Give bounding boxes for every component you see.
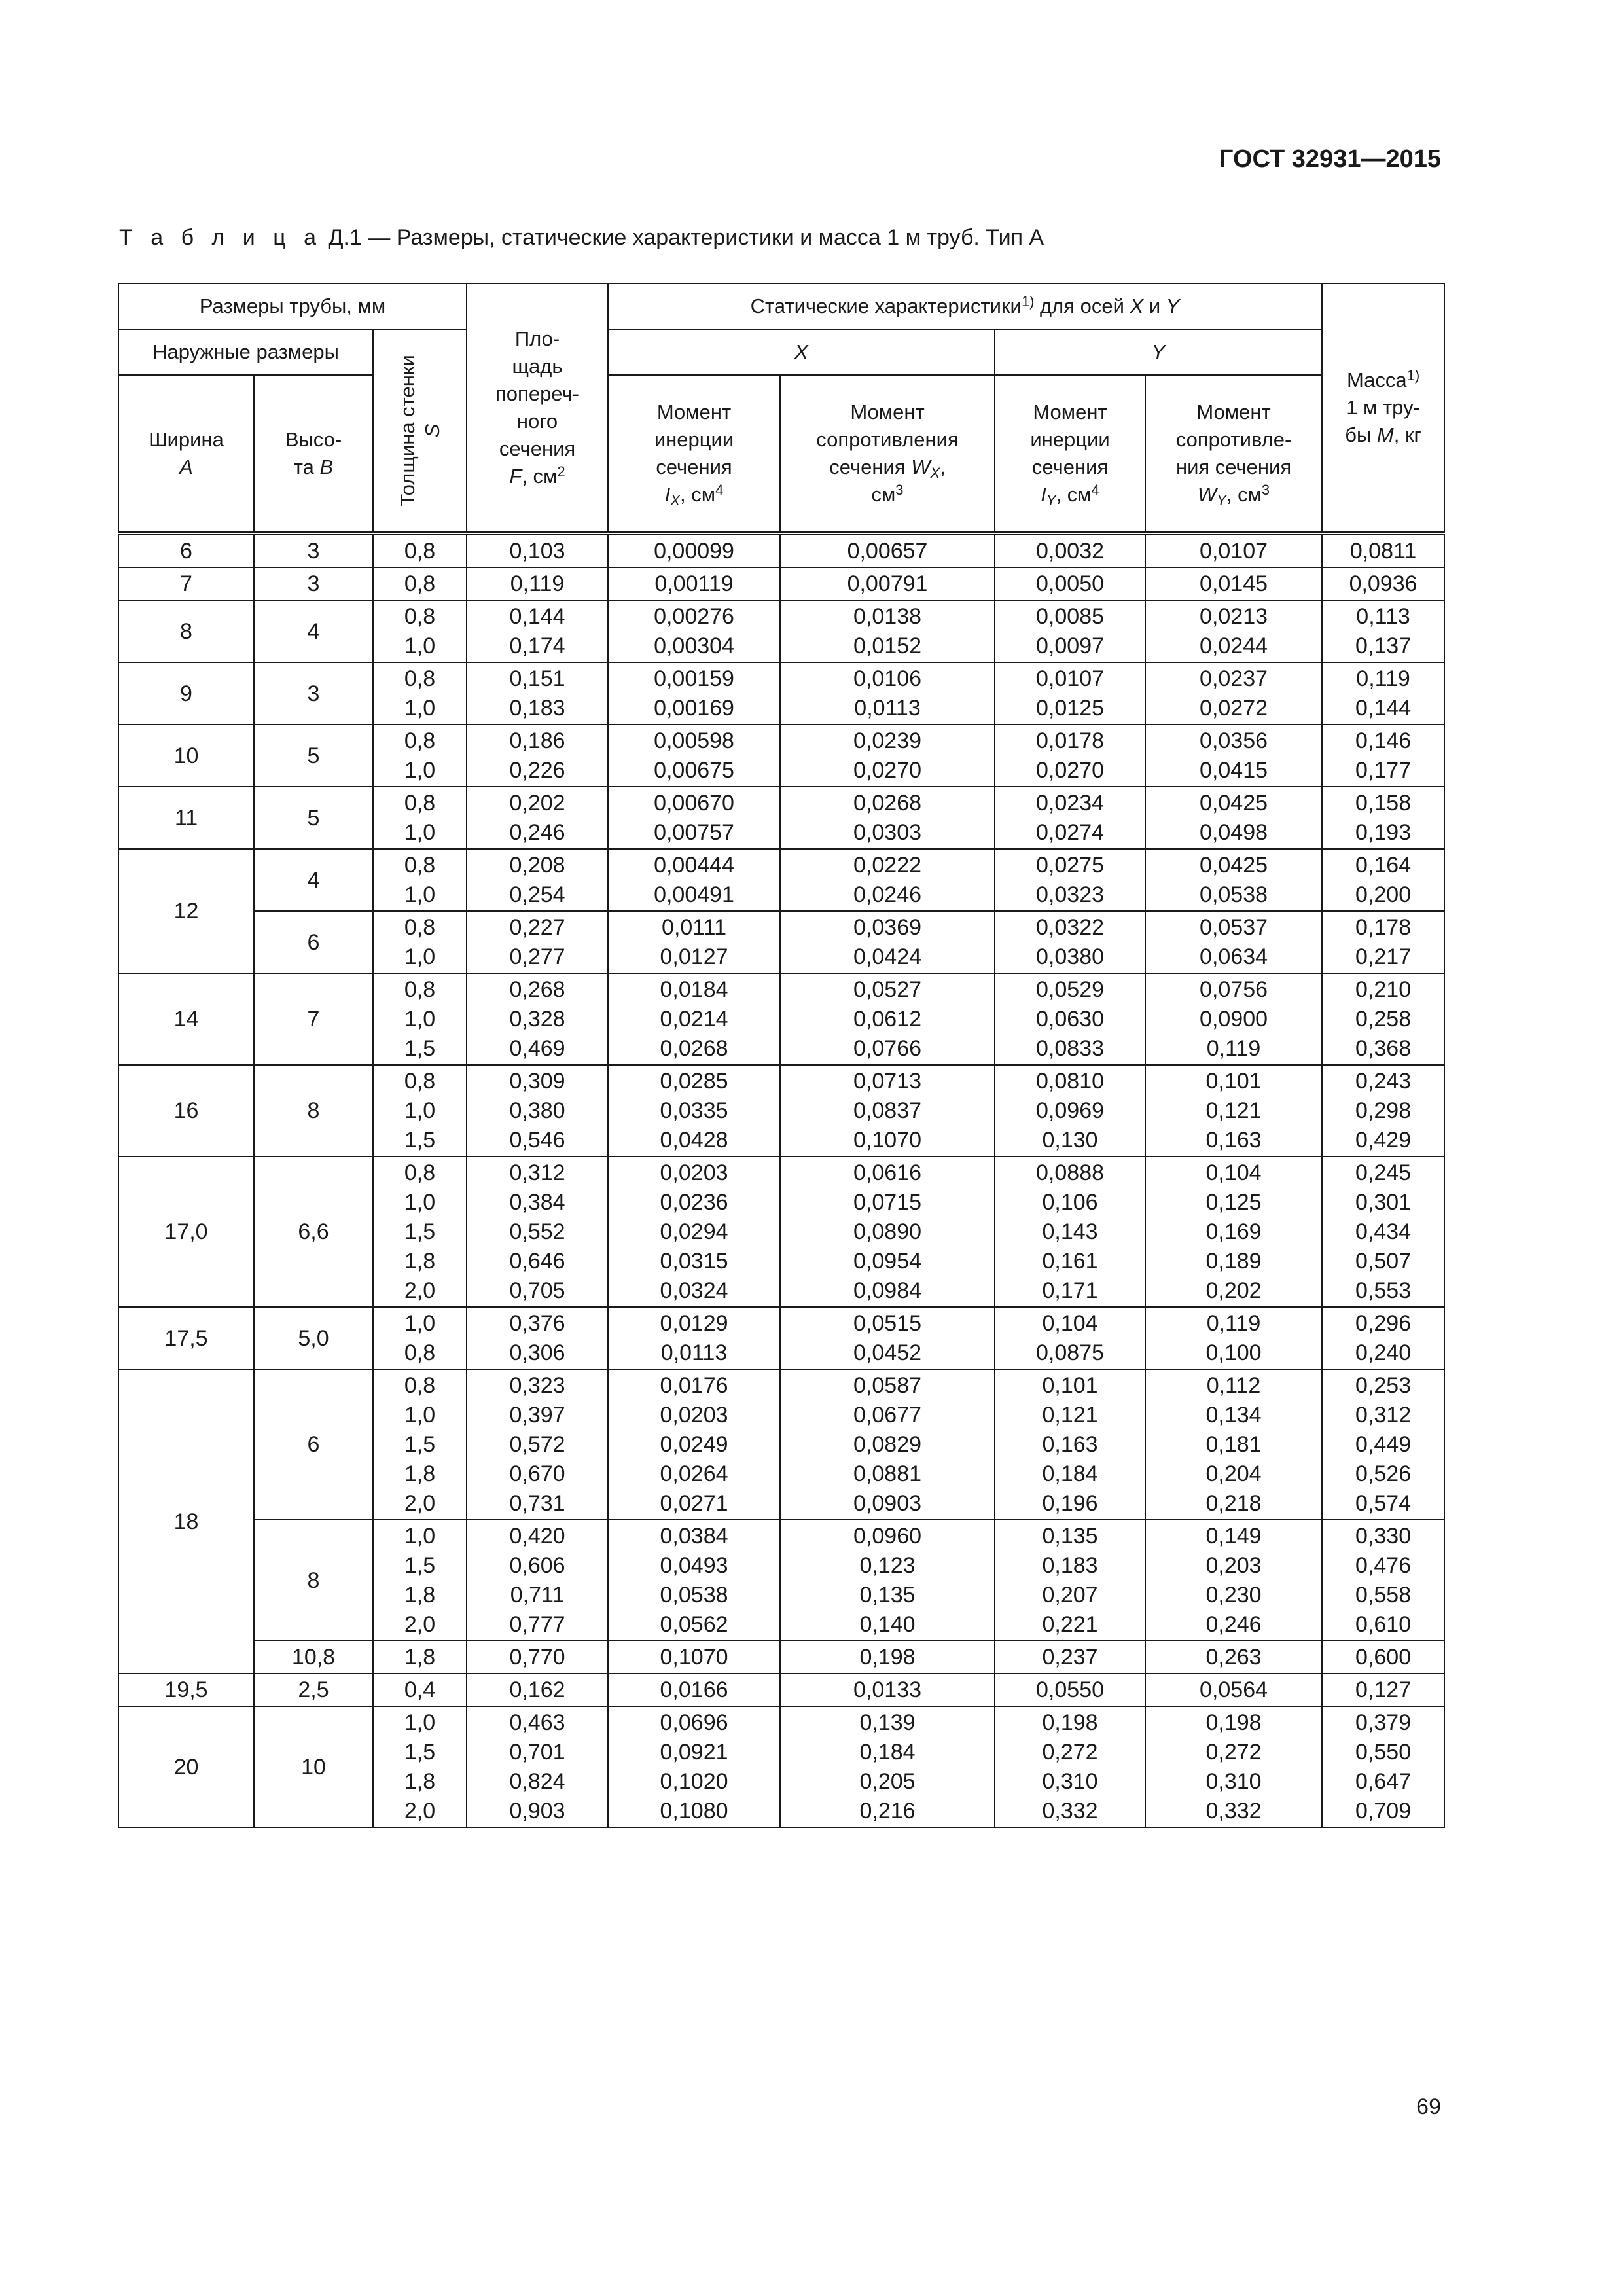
table-row	[118, 911, 1444, 973]
cell-mass: 0,296 0,240	[1322, 1307, 1444, 1369]
cell-inertia-y: 0,135 0,183 0,207 0,221	[995, 1520, 1145, 1641]
cell-height: 4	[254, 849, 373, 911]
header-resistance-x: Момент сопротивления сечения $W_X$, $см^3$	[780, 375, 995, 533]
cell-inertia-y: 0,0085 0,0097	[995, 600, 1145, 662]
table-row	[118, 567, 1444, 600]
cell-height: 5	[254, 725, 373, 787]
cell-inertia-x: 0,1070	[608, 1641, 780, 1674]
cell-width: 19,5	[118, 1674, 254, 1706]
header-wall-thickness: Толщина стенки S	[373, 329, 467, 533]
cell-resistance-x: 0,0268 0,0303	[780, 787, 995, 849]
cell-inertia-y: 0,101 0,121 0,163 0,184 0,196	[995, 1369, 1145, 1520]
table-row	[118, 600, 1444, 662]
cell-area: 0,463 0,701 0,824 0,903	[467, 1706, 608, 1827]
cell-mass: 0,600	[1322, 1641, 1444, 1674]
cell-inertia-y: 0,0888 0,106 0,143 0,161 0,171	[995, 1157, 1145, 1307]
cell-resistance-x: 0,0713 0,0837 0,1070	[780, 1065, 995, 1157]
cell-inertia-y: 0,0529 0,0630 0,0833	[995, 973, 1145, 1065]
cell-resistance-x: 0,0960 0,123 0,135 0,140	[780, 1520, 995, 1641]
header-resistance-y: Момент сопротивле- ния сечения $W_Y$, $см^3$	[1145, 375, 1322, 533]
cell-inertia-y: 0,0810 0,0969 0,130	[995, 1065, 1145, 1157]
cell-resistance-y: 0,0425 0,0498	[1145, 787, 1322, 849]
table-row	[118, 1157, 1444, 1307]
pipe-specs-table	[118, 283, 1445, 1828]
cell-inertia-y: 0,237	[995, 1641, 1145, 1674]
cell-resistance-y: 0,112 0,134 0,181 0,204 0,218	[1145, 1369, 1322, 1520]
cell-resistance-y: 0,198 0,272 0,310 0,332	[1145, 1706, 1322, 1827]
cell-inertia-x: 0,00444 0,00491	[608, 849, 780, 911]
cell-height: 7	[254, 973, 373, 1065]
cell-inertia-y: 0,0275 0,0323	[995, 849, 1145, 911]
cell-inertia-y: 0,0322 0,0380	[995, 911, 1145, 973]
cell-width: 9	[118, 662, 254, 725]
cell-inertia-y: 0,198 0,272 0,310 0,332	[995, 1706, 1145, 1827]
cell-resistance-x: 0,0222 0,0246	[780, 849, 995, 911]
cell-inertia-x: 0,0203 0,0236 0,0294 0,0315 0,0324	[608, 1157, 780, 1307]
cell-mass: 0,146 0,177	[1322, 725, 1444, 787]
page-number: 69	[1416, 2094, 1441, 2119]
cell-width: 18	[118, 1369, 254, 1674]
document-id-header: ГОСТ 32931—2015	[1219, 145, 1441, 173]
cell-mass: 0,253 0,312 0,449 0,526 0,574	[1322, 1369, 1444, 1520]
cell-mass: 0,178 0,217	[1322, 911, 1444, 973]
cell-width: 6	[118, 533, 254, 567]
cell-wall: 0,8 1,0 1,5	[373, 973, 467, 1065]
cell-wall: 0,8	[373, 567, 467, 600]
cell-resistance-y: 0,0356 0,0415	[1145, 725, 1322, 787]
cell-resistance-y: 0,0564	[1145, 1674, 1322, 1706]
cell-resistance-x: 0,00791	[780, 567, 995, 600]
cell-area: 0,312 0,384 0,552 0,646 0,705	[467, 1157, 608, 1307]
cell-inertia-y: 0,0107 0,0125	[995, 662, 1145, 725]
header-height: Высо- та B	[254, 375, 373, 533]
cell-area: 0,376 0,306	[467, 1307, 608, 1369]
cell-resistance-y: 0,0537 0,0634	[1145, 911, 1322, 973]
cell-resistance-y: 0,0756 0,0900 0,119	[1145, 973, 1322, 1065]
cell-resistance-x: 0,0133	[780, 1674, 995, 1706]
cell-area: 0,420 0,606 0,711 0,777	[467, 1520, 608, 1641]
cell-wall: 1,0 1,5 1,8 2,0	[373, 1520, 467, 1641]
cell-width: 7	[118, 567, 254, 600]
cell-mass: 0,245 0,301 0,434 0,507 0,553	[1322, 1157, 1444, 1307]
cell-resistance-y: 0,0145	[1145, 567, 1322, 600]
cell-area: 0,323 0,397 0,572 0,670 0,731	[467, 1369, 608, 1520]
table-row	[118, 662, 1444, 725]
cell-wall: 0,8 1,0	[373, 849, 467, 911]
cell-resistance-y: 0,263	[1145, 1641, 1322, 1674]
table-row	[118, 533, 1444, 567]
cell-width: 17,5	[118, 1307, 254, 1369]
cell-area: 0,186 0,226	[467, 725, 608, 787]
table-row	[118, 1307, 1444, 1369]
cell-area: 0,119	[467, 567, 608, 600]
cell-inertia-x: 0,0384 0,0493 0,0538 0,0562	[608, 1520, 780, 1641]
header-inertia-x: Момент инерции сечения $I_X$, $см^4$	[608, 375, 780, 533]
header-pipe-dimensions: Размеры трубы, мм	[118, 283, 467, 329]
cell-resistance-y: 0,119 0,100	[1145, 1307, 1322, 1369]
cell-inertia-x: 0,00159 0,00169	[608, 662, 780, 725]
cell-mass: 0,210 0,258 0,368	[1322, 973, 1444, 1065]
header-outer-dimensions: Наружные размеры	[118, 329, 373, 375]
cell-resistance-x: 0,0239 0,0270	[780, 725, 995, 787]
cell-width: 17,0	[118, 1157, 254, 1307]
cell-area: 0,227 0,277	[467, 911, 608, 973]
cell-inertia-x: 0,00119	[608, 567, 780, 600]
cell-area: 0,770	[467, 1641, 608, 1674]
cell-area: 0,208 0,254	[467, 849, 608, 911]
cell-resistance-x: 0,0138 0,0152	[780, 600, 995, 662]
cell-height: 4	[254, 600, 373, 662]
cell-resistance-y: 0,0213 0,0244	[1145, 600, 1322, 662]
cell-height: 5	[254, 787, 373, 849]
cell-wall: 1,0 1,5 1,8 2,0	[373, 1706, 467, 1827]
cell-wall: 1,0 0,8	[373, 1307, 467, 1369]
cell-wall: 0,4	[373, 1674, 467, 1706]
cell-inertia-x: 0,00598 0,00675	[608, 725, 780, 787]
cell-width: 16	[118, 1065, 254, 1157]
header-static-characteristics: Статические характеристики$^{1)}$ для осей X и Y	[608, 283, 1322, 329]
table-row	[118, 1065, 1444, 1157]
cell-area: 0,309 0,380 0,546	[467, 1065, 608, 1157]
header-axis-x: X	[608, 329, 995, 375]
cell-height: 10	[254, 1706, 373, 1827]
cell-height: 6,6	[254, 1157, 373, 1307]
caption-text: Д.1 — Размеры, статические характеристики и масса 1 м труб. Тип А	[328, 225, 1044, 250]
cell-height: 2,5	[254, 1674, 373, 1706]
header-area: Пло- щадь попереч- ного сечения F, $см^2$	[467, 283, 608, 533]
cell-mass: 0,113 0,137	[1322, 600, 1444, 662]
header-width: Ширина A	[118, 375, 254, 533]
table-row	[118, 1520, 1444, 1641]
table-row	[118, 1369, 1444, 1520]
cell-wall: 0,8 1,0	[373, 662, 467, 725]
header-inertia-y: Момент инерции сечения $I_Y$, $см^4$	[995, 375, 1145, 533]
cell-wall: 0,8 1,0 1,5 1,8 2,0	[373, 1157, 467, 1307]
cell-height: 6	[254, 911, 373, 973]
cell-height: 3	[254, 533, 373, 567]
cell-resistance-x: 0,198	[780, 1641, 995, 1674]
cell-mass: 0,119 0,144	[1322, 662, 1444, 725]
cell-height: 3	[254, 567, 373, 600]
cell-mass: 0,158 0,193	[1322, 787, 1444, 849]
header-mass: Масса$^{1)}$ 1 м тру- бы M, кг	[1322, 283, 1444, 533]
cell-width: 20	[118, 1706, 254, 1827]
cell-resistance-x: 0,0587 0,0677 0,0829 0,0881 0,0903	[780, 1369, 995, 1520]
cell-inertia-y: 0,0050	[995, 567, 1145, 600]
cell-inertia-x: 0,0166	[608, 1674, 780, 1706]
cell-height: 3	[254, 662, 373, 725]
cell-mass: 0,127	[1322, 1674, 1444, 1706]
cell-resistance-y: 0,101 0,121 0,163	[1145, 1065, 1322, 1157]
cell-inertia-y: 0,0032	[995, 533, 1145, 567]
cell-height: 10,8	[254, 1641, 373, 1674]
cell-mass: 0,330 0,476 0,558 0,610	[1322, 1520, 1444, 1641]
cell-wall: 0,8 1,0	[373, 787, 467, 849]
cell-resistance-x: 0,0527 0,0612 0,0766	[780, 973, 995, 1065]
table-row	[118, 1674, 1444, 1706]
cell-inertia-x: 0,0285 0,0335 0,0428	[608, 1065, 780, 1157]
cell-height: 5,0	[254, 1307, 373, 1369]
cell-mass: 0,379 0,550 0,647 0,709	[1322, 1706, 1444, 1827]
cell-inertia-y: 0,0234 0,0274	[995, 787, 1145, 849]
table-caption	[119, 225, 1044, 251]
cell-inertia-x: 0,00276 0,00304	[608, 600, 780, 662]
cell-mass: 0,0936	[1322, 567, 1444, 600]
cell-inertia-x: 0,0111 0,0127	[608, 911, 780, 973]
cell-area: 0,162	[467, 1674, 608, 1706]
cell-width: 12	[118, 849, 254, 973]
cell-wall: 0,8 1,0 1,5	[373, 1065, 467, 1157]
cell-mass: 0,243 0,298 0,429	[1322, 1065, 1444, 1157]
cell-resistance-y: 0,0107	[1145, 533, 1322, 567]
table-row	[118, 973, 1444, 1065]
cell-wall: 0,8 1,0	[373, 725, 467, 787]
cell-inertia-x: 0,0129 0,0113	[608, 1307, 780, 1369]
cell-wall: 0,8 1,0	[373, 600, 467, 662]
cell-resistance-x: 0,139 0,184 0,205 0,216	[780, 1706, 995, 1827]
cell-resistance-y: 0,104 0,125 0,169 0,189 0,202	[1145, 1157, 1322, 1307]
cell-resistance-y: 0,0425 0,0538	[1145, 849, 1322, 911]
cell-width: 8	[118, 600, 254, 662]
cell-resistance-x: 0,0616 0,0715 0,0890 0,0954 0,0984	[780, 1157, 995, 1307]
cell-area: 0,268 0,328 0,469	[467, 973, 608, 1065]
cell-area: 0,151 0,183	[467, 662, 608, 725]
table-row	[118, 1641, 1444, 1674]
cell-mass: 0,0811	[1322, 533, 1444, 567]
table-row	[118, 849, 1444, 911]
caption-label: Т а б л и ц а	[119, 225, 323, 250]
cell-resistance-y: 0,0237 0,0272	[1145, 662, 1322, 725]
cell-resistance-x: 0,00657	[780, 533, 995, 567]
cell-inertia-x: 0,00099	[608, 533, 780, 567]
cell-area: 0,144 0,174	[467, 600, 608, 662]
cell-height: 8	[254, 1520, 373, 1641]
cell-inertia-y: 0,104 0,0875	[995, 1307, 1145, 1369]
cell-inertia-x: 0,00670 0,00757	[608, 787, 780, 849]
cell-inertia-y: 0,0550	[995, 1674, 1145, 1706]
cell-wall: 0,8	[373, 533, 467, 567]
cell-width: 14	[118, 973, 254, 1065]
cell-resistance-x: 0,0515 0,0452	[780, 1307, 995, 1369]
cell-area: 0,103	[467, 533, 608, 567]
table-body	[118, 533, 1444, 1827]
cell-wall: 0,8 1,0 1,5 1,8 2,0	[373, 1369, 467, 1520]
cell-inertia-x: 0,0176 0,0203 0,0249 0,0264 0,0271	[608, 1369, 780, 1520]
cell-inertia-x: 0,0696 0,0921 0,1020 0,1080	[608, 1706, 780, 1827]
cell-area: 0,202 0,246	[467, 787, 608, 849]
table-row	[118, 725, 1444, 787]
cell-wall: 0,8 1,0	[373, 911, 467, 973]
cell-width: 10	[118, 725, 254, 787]
table-row	[118, 787, 1444, 849]
cell-inertia-x: 0,0184 0,0214 0,0268	[608, 973, 780, 1065]
cell-resistance-x: 0,0369 0,0424	[780, 911, 995, 973]
cell-height: 8	[254, 1065, 373, 1157]
cell-resistance-x: 0,0106 0,0113	[780, 662, 995, 725]
cell-height: 6	[254, 1369, 373, 1520]
table-row	[118, 1706, 1444, 1827]
cell-wall: 1,8	[373, 1641, 467, 1674]
cell-resistance-y: 0,149 0,203 0,230 0,246	[1145, 1520, 1322, 1641]
cell-mass: 0,164 0,200	[1322, 849, 1444, 911]
cell-inertia-y: 0,0178 0,0270	[995, 725, 1145, 787]
header-axis-y: Y	[995, 329, 1322, 375]
cell-width: 11	[118, 787, 254, 849]
